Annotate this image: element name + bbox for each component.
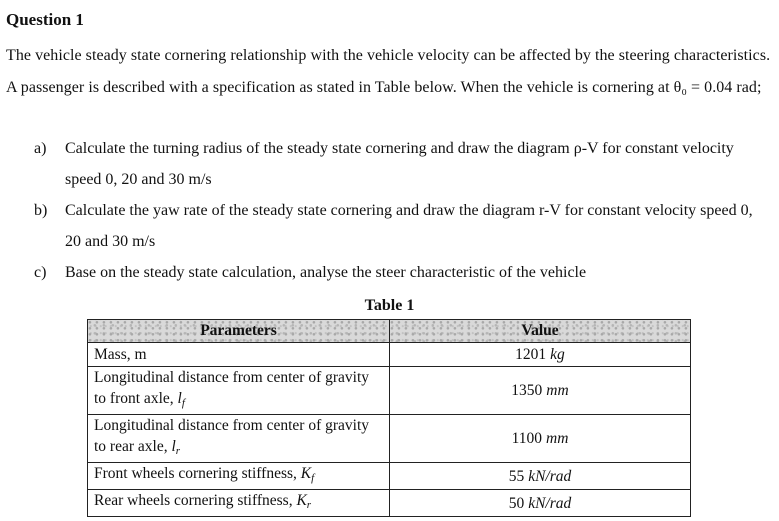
header-value: Value [390,320,691,343]
item-text: Calculate the turning radius of the steady state cornering and draw the diagram ρ-V for constant velocity speed 0, 20 and 30 m/s [65,140,734,188]
item-label: a) [34,140,47,157]
question-title: Question 1 [6,10,84,29]
value-cell: 1100 mm [390,415,691,463]
value-cell: 1350 mm [390,367,691,415]
param-cell: Rear wheels cornering stiffness, $K_r$ [88,490,390,517]
specification-table [87,319,691,517]
table-row [88,490,691,517]
item-label: c) [34,264,47,281]
param-cell: Mass, m [88,343,390,367]
value-cell: 50 kN/rad [390,490,691,517]
table-row [88,463,691,490]
param-cell: Longitudinal distance from center of gravity to front axle, $l_f$ [88,367,390,415]
header-parameters: Parameters [88,320,390,343]
item-text: Base on the steady state calculation, analyse the steer characteristic of the vehicle [65,264,587,281]
param-cell: Longitudinal distance from center of gravity to rear axle, $l_r$ [88,415,390,463]
item-label: b) [34,202,48,219]
item-text: Calculate the yaw rate of the steady state cornering and draw the diagram r-V for constant velocity speed 0, 20 and 30 m/s [65,202,753,250]
param-cell: Front wheels cornering stiffness, $K_f$ [88,463,390,490]
table-row [88,343,691,367]
table-row [88,415,691,463]
value-cell: 55 kN/rad [390,463,691,490]
question-intro: The vehicle steady state cornering relationship with the vehicle velocity can be affected by the steering characteristics. A passenger is described with a specification as stated in Table below. When the vehicle is cornering at θ₀ = 0.04 rad; [6,47,771,96]
table-caption: Table 1 [364,297,415,314]
value-cell: 1201 kg [390,343,691,367]
table-row [88,367,691,415]
